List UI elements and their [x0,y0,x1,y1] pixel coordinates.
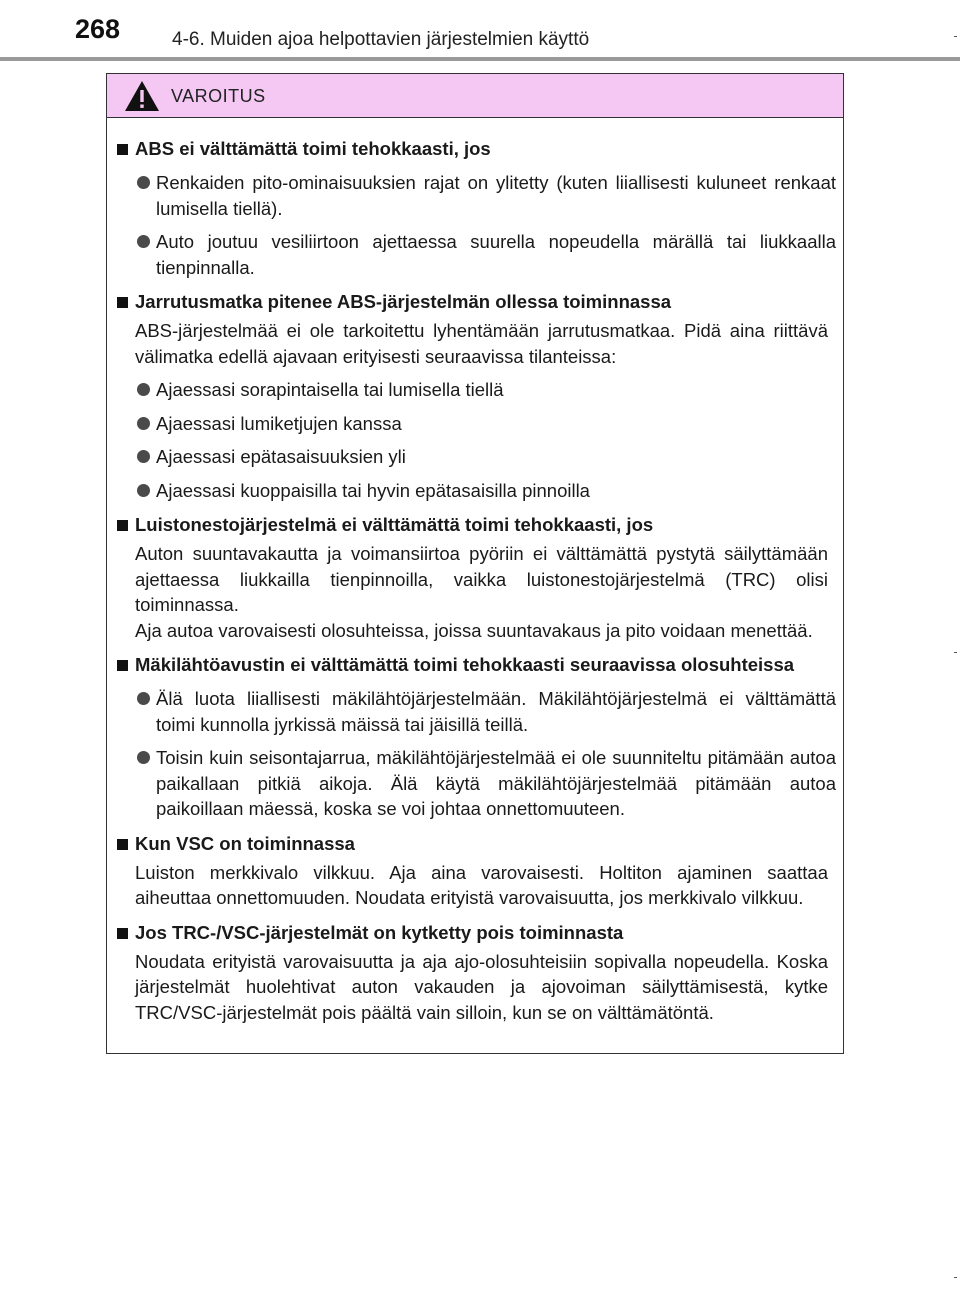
paragraph: Auton suuntavakautta ja voimansiirtoa pyöriin ei välttämättä pystytä säilyttämään ajettaessa liukkailla tienpinnoilla, vaikka luistonestojärjestelmä (TRC) olisi toiminnassa. [135,543,828,615]
bullet-text: Ajaessasi epätasaisuuksien yli [156,446,406,467]
circle-bullet-icon [137,417,150,430]
section-heading-text: Kun VSC on toiminnassa [135,832,355,854]
section-heading [114,512,836,538]
bullet-item [114,411,836,437]
square-bullet-icon [117,144,128,155]
circle-bullet-icon [137,692,150,705]
section-text [114,860,836,911]
warning-title: VAROITUS [171,86,266,106]
warning-box [106,73,844,1054]
section-text [114,949,836,1026]
paragraph: Noudata erityistä varovaisuutta ja aja ajo-olosuhteisiin sopivalla nopeudella. Koska järjestelmät huolehtivat auton vakauden ja ajovoiman säilyttämisestä, kytke TRC/VSC-järjestelmät pois päältä vain silloin, kun se on välttämätöntä. [135,950,828,1023]
section-heading-text: Jarrutusmatka pitenee ABS-järjestelmän ollessa toiminnassa [135,291,672,312]
section-heading [114,136,836,162]
edge-mark [954,652,957,653]
warning-section [114,289,836,503]
bullet-item [114,170,836,221]
warning-body [107,118,843,1025]
square-bullet-icon [117,297,128,308]
square-bullet-icon [117,660,128,671]
warning-triangle-icon [124,80,160,112]
section-heading [114,652,836,678]
bullet-item [114,478,836,504]
header-divider [0,57,960,61]
bullet-item [114,686,836,737]
section-heading-text: Luistonestojärjestelmä ei välttämättä toimi tehokkaasti, jos [135,514,654,535]
section-text [114,318,836,369]
section-heading-text: Mäkilähtöavustin ei välttämättä toimi tehokkaasti seuraavissa olosuhteissa [135,654,795,675]
square-bullet-icon [117,928,128,939]
bullet-text: Auto joutuu vesiliirtoon ajettaessa suurella nopeudella märällä tai liukkaalla tienpinnalla. [156,231,836,278]
square-bullet-icon [117,520,128,531]
edge-mark [954,1277,957,1278]
page-number: 268 [75,14,121,44]
section-text [114,541,836,643]
bullet-text: Ajaessasi sorapintaisella tai lumisella tiellä [156,379,504,400]
warning-section [114,512,836,643]
circle-bullet-icon [137,484,150,497]
circle-bullet-icon [137,751,150,764]
warning-section [114,136,836,280]
circle-bullet-icon [137,383,150,396]
edge-mark [954,36,957,37]
bullet-item [114,444,836,470]
circle-bullet-icon [137,450,150,463]
paragraph: Luiston merkkivalo vilkkuu. Aja aina varovaisesti. Holtiton ajaminen saattaa aiheuttaa onnettomuuden. Noudata erityistä varovaisuutta, jos merkkivalo vilkkuu. [135,861,828,908]
bullet-text: Älä luota liiallisesti mäkilähtöjärjestelmään. Mäkilähtöjärjestelmä ei välttämättä toimi kunnolla jyrkissä mäissä tai jäisillä teillä. [156,688,836,735]
circle-bullet-icon [137,176,150,189]
bullet-text: Ajaessasi lumiketjujen kanssa [156,412,402,434]
bullet-text: Toisin kuin seisontajarrua, mäkilähtöjärjestelmää ei ole suunniteltu pitämään autoa paikallaan pitkiä aikoja. Älä käytä mäkilähtöjärjestelmää pitämään autoa paikoillaan mäessä, koska se voi johtaa onnettomuuteen. [156,747,836,819]
warning-section [114,831,836,911]
bullet-item [114,229,836,280]
paragraph: Aja autoa varovaisesti olosuhteissa, joissa suuntavakaus ja pito voidaan menettää. [135,619,813,641]
square-bullet-icon [117,839,128,850]
warning-section [114,652,836,822]
warning-header [107,74,843,118]
warning-section [114,920,836,1026]
section-heading-text: Jos TRC-/VSC-järjestelmät on kytketty pois toiminnasta [135,921,624,943]
chapter-title: 4-6. Muiden ajoa helpottavien järjestelmien käyttö [172,29,590,50]
bullet-item [114,745,836,822]
bullet-text: Ajaessasi kuoppaisilla tai hyvin epätasaisilla pinnoilla [156,479,590,501]
bullet-item [114,377,836,403]
bullet-text: Renkaiden pito-ominaisuuksien rajat on ylitetty (kuten liiallisesti kuluneet renkaat lumisella tiellä). [156,172,836,219]
circle-bullet-icon [137,235,150,248]
section-heading [114,289,836,315]
paragraph: ABS-järjestelmää ei ole tarkoitettu lyhentämään jarrutusmatkaa. Pidä aina riittävä välimatka edellä ajavaan erityisesti seuraavissa tilanteissa: [135,320,828,367]
section-heading [114,831,836,857]
section-heading [114,920,836,946]
section-heading-text: ABS ei välttämättä toimi tehokkaasti, jos [135,138,491,159]
